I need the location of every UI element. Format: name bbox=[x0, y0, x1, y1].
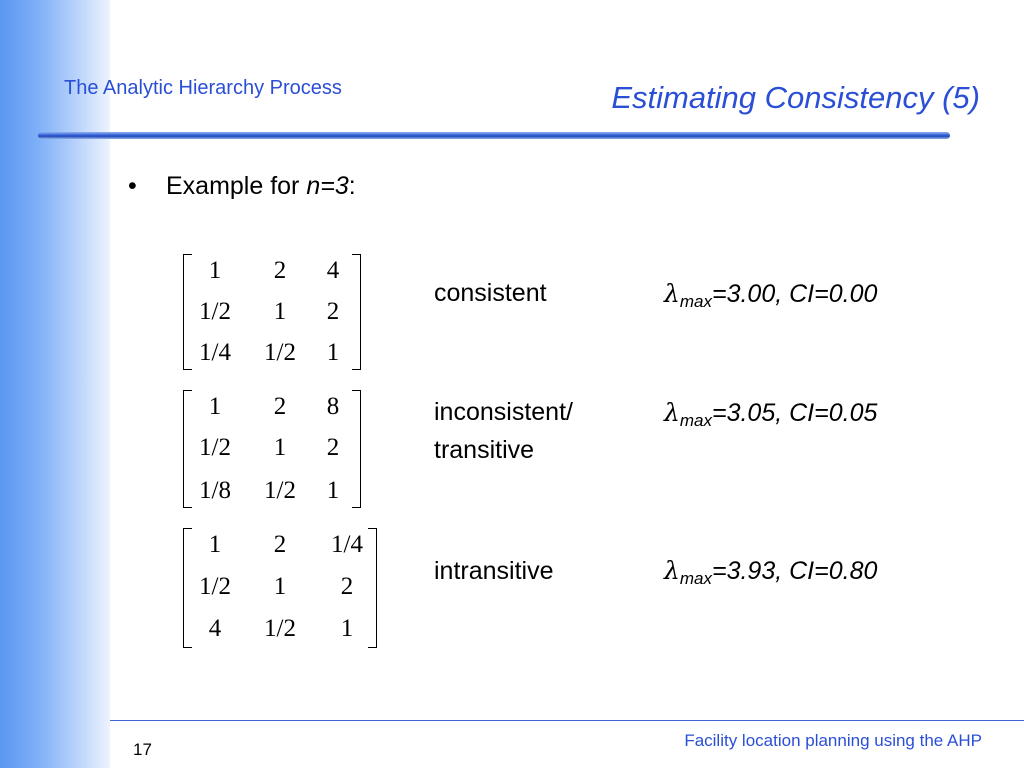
stat-value: =3.05, CI=0.05 bbox=[711, 399, 878, 427]
matrix-cell: 1/2 bbox=[264, 477, 296, 504]
matrix-intransitive bbox=[183, 528, 377, 648]
footer-text: Facility location planning using the AHP bbox=[684, 731, 982, 750]
lambda-symbol: λ bbox=[664, 279, 680, 308]
matrix-cell: 1/4 bbox=[199, 339, 231, 366]
stat-consistent bbox=[664, 279, 877, 312]
page-number: 17 bbox=[133, 740, 152, 759]
stat-inconsistent bbox=[664, 398, 877, 431]
matrix-cell: 1/2 bbox=[199, 573, 231, 600]
matrix-cell: 1 bbox=[273, 298, 287, 325]
matrix-cell: 1/4 bbox=[331, 531, 363, 558]
lambda-subscript: max bbox=[679, 292, 712, 311]
matrix-cell: 2 bbox=[326, 298, 340, 325]
label-intransitive bbox=[434, 552, 554, 590]
slide-title: Estimating Consistency (5) bbox=[611, 80, 980, 115]
lambda-subscript: max bbox=[679, 411, 712, 430]
matrix-cell: 2 bbox=[326, 434, 340, 461]
label-inconsistent bbox=[434, 393, 573, 469]
matrix-cell: 4 bbox=[326, 257, 340, 284]
label-line: intransitive bbox=[434, 557, 554, 585]
matrix-cell: 2 bbox=[273, 257, 287, 284]
lambda-subscript: max bbox=[679, 569, 712, 588]
label-line: consistent bbox=[434, 279, 547, 307]
matrix-cell: 2 bbox=[340, 573, 354, 600]
bullet-suffix: : bbox=[348, 172, 356, 200]
matrix-cell: 1/2 bbox=[264, 339, 296, 366]
matrix-inconsistent bbox=[183, 390, 361, 508]
matrix-consistent bbox=[183, 254, 361, 370]
lambda-symbol: λ bbox=[664, 398, 680, 427]
matrix-cell: 1/2 bbox=[199, 298, 231, 325]
stat-value: =3.93, CI=0.80 bbox=[711, 557, 878, 585]
footer-divider bbox=[110, 720, 1024, 721]
title-divider bbox=[38, 132, 950, 139]
matrix-cell: 2 bbox=[273, 531, 287, 558]
header-subtitle: The Analytic Hierarchy Process bbox=[64, 77, 342, 99]
matrix-cell: 1/2 bbox=[264, 615, 296, 642]
bullet-italic-text: n=3 bbox=[306, 172, 349, 200]
matrix-cell: 1 bbox=[340, 615, 354, 642]
matrix-cell: 1/8 bbox=[199, 477, 231, 504]
matrix-cell: 1 bbox=[208, 531, 222, 558]
stat-intransitive bbox=[664, 556, 877, 589]
matrix-cell: 1 bbox=[273, 573, 287, 600]
label-line: inconsistent/ bbox=[434, 398, 573, 426]
matrix-cell: 1 bbox=[326, 477, 340, 504]
matrix-cell: 8 bbox=[326, 393, 340, 420]
lambda-symbol: λ bbox=[664, 556, 680, 585]
bullet-text: Example for bbox=[166, 172, 307, 200]
matrix-cell: 4 bbox=[208, 615, 222, 642]
side-gradient-band bbox=[0, 0, 110, 768]
label-consistent bbox=[434, 274, 547, 312]
matrix-cell: 1 bbox=[326, 339, 340, 366]
matrix-cell: 1 bbox=[273, 434, 287, 461]
matrix-cell: 1 bbox=[208, 257, 222, 284]
label-line: transitive bbox=[434, 436, 535, 464]
matrix-cell: 1 bbox=[208, 393, 222, 420]
stat-value: =3.00, CI=0.00 bbox=[711, 280, 878, 308]
matrix-cell: 1/2 bbox=[199, 434, 231, 461]
matrix-cell: 2 bbox=[273, 393, 287, 420]
bullet-symbol: • bbox=[128, 172, 137, 200]
bullet-item bbox=[128, 172, 356, 201]
